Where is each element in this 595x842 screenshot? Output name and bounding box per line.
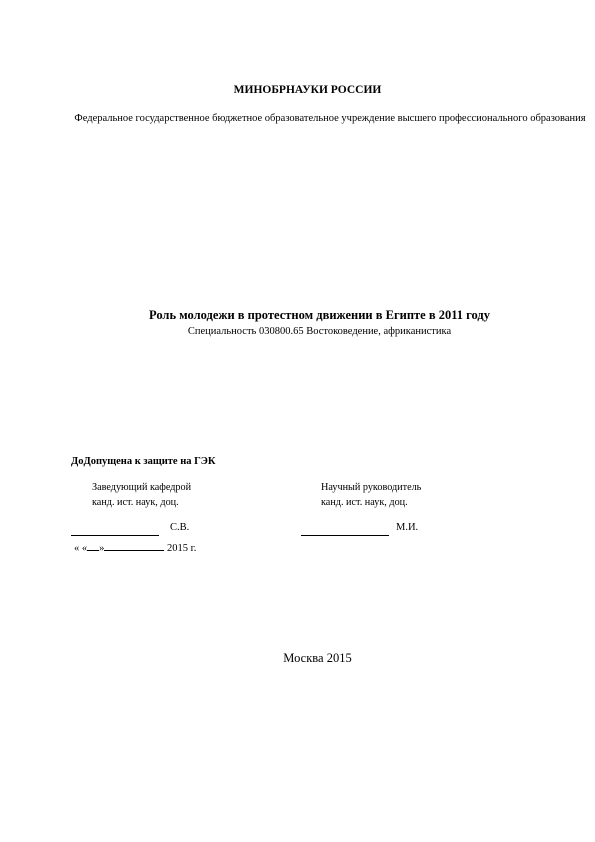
ministry-heading: МИНОБРНАУКИ РОССИИ	[233, 84, 382, 96]
supervisor-initials: М.И.	[396, 522, 419, 533]
approval-date	[74, 540, 196, 554]
institution-name: Федеральное государственное бюджетное образовательное учреждение высшего профессионального образования	[74, 113, 586, 124]
head-of-department-position: Заведующий кафедрой	[92, 482, 192, 493]
supervisor-degree: канд. ист. наук, доц.	[321, 497, 408, 508]
date-day-line	[87, 540, 99, 551]
supervisor-signature-line	[301, 535, 389, 536]
supervisor-position: Научный руководитель	[321, 482, 422, 493]
thesis-title: Роль молодежи в протестном движении в Египте в 2011 году	[149, 308, 490, 322]
thesis-specialty: Специальность 030800.65 Востоковедение, африканистика	[187, 326, 452, 337]
date-year: 2015 г.	[167, 543, 197, 554]
date-month-line	[104, 540, 164, 551]
head-of-department-degree: канд. ист. наук, доц.	[92, 497, 179, 508]
head-initials: С.В.	[170, 522, 190, 533]
date-close-quote: »	[99, 543, 105, 554]
date-open-quote: « «	[74, 543, 88, 554]
head-signature-line	[71, 535, 159, 536]
city-year: Москва 2015	[283, 651, 352, 665]
admission-heading: ДоДопущена к защите на ГЭК	[71, 456, 216, 467]
